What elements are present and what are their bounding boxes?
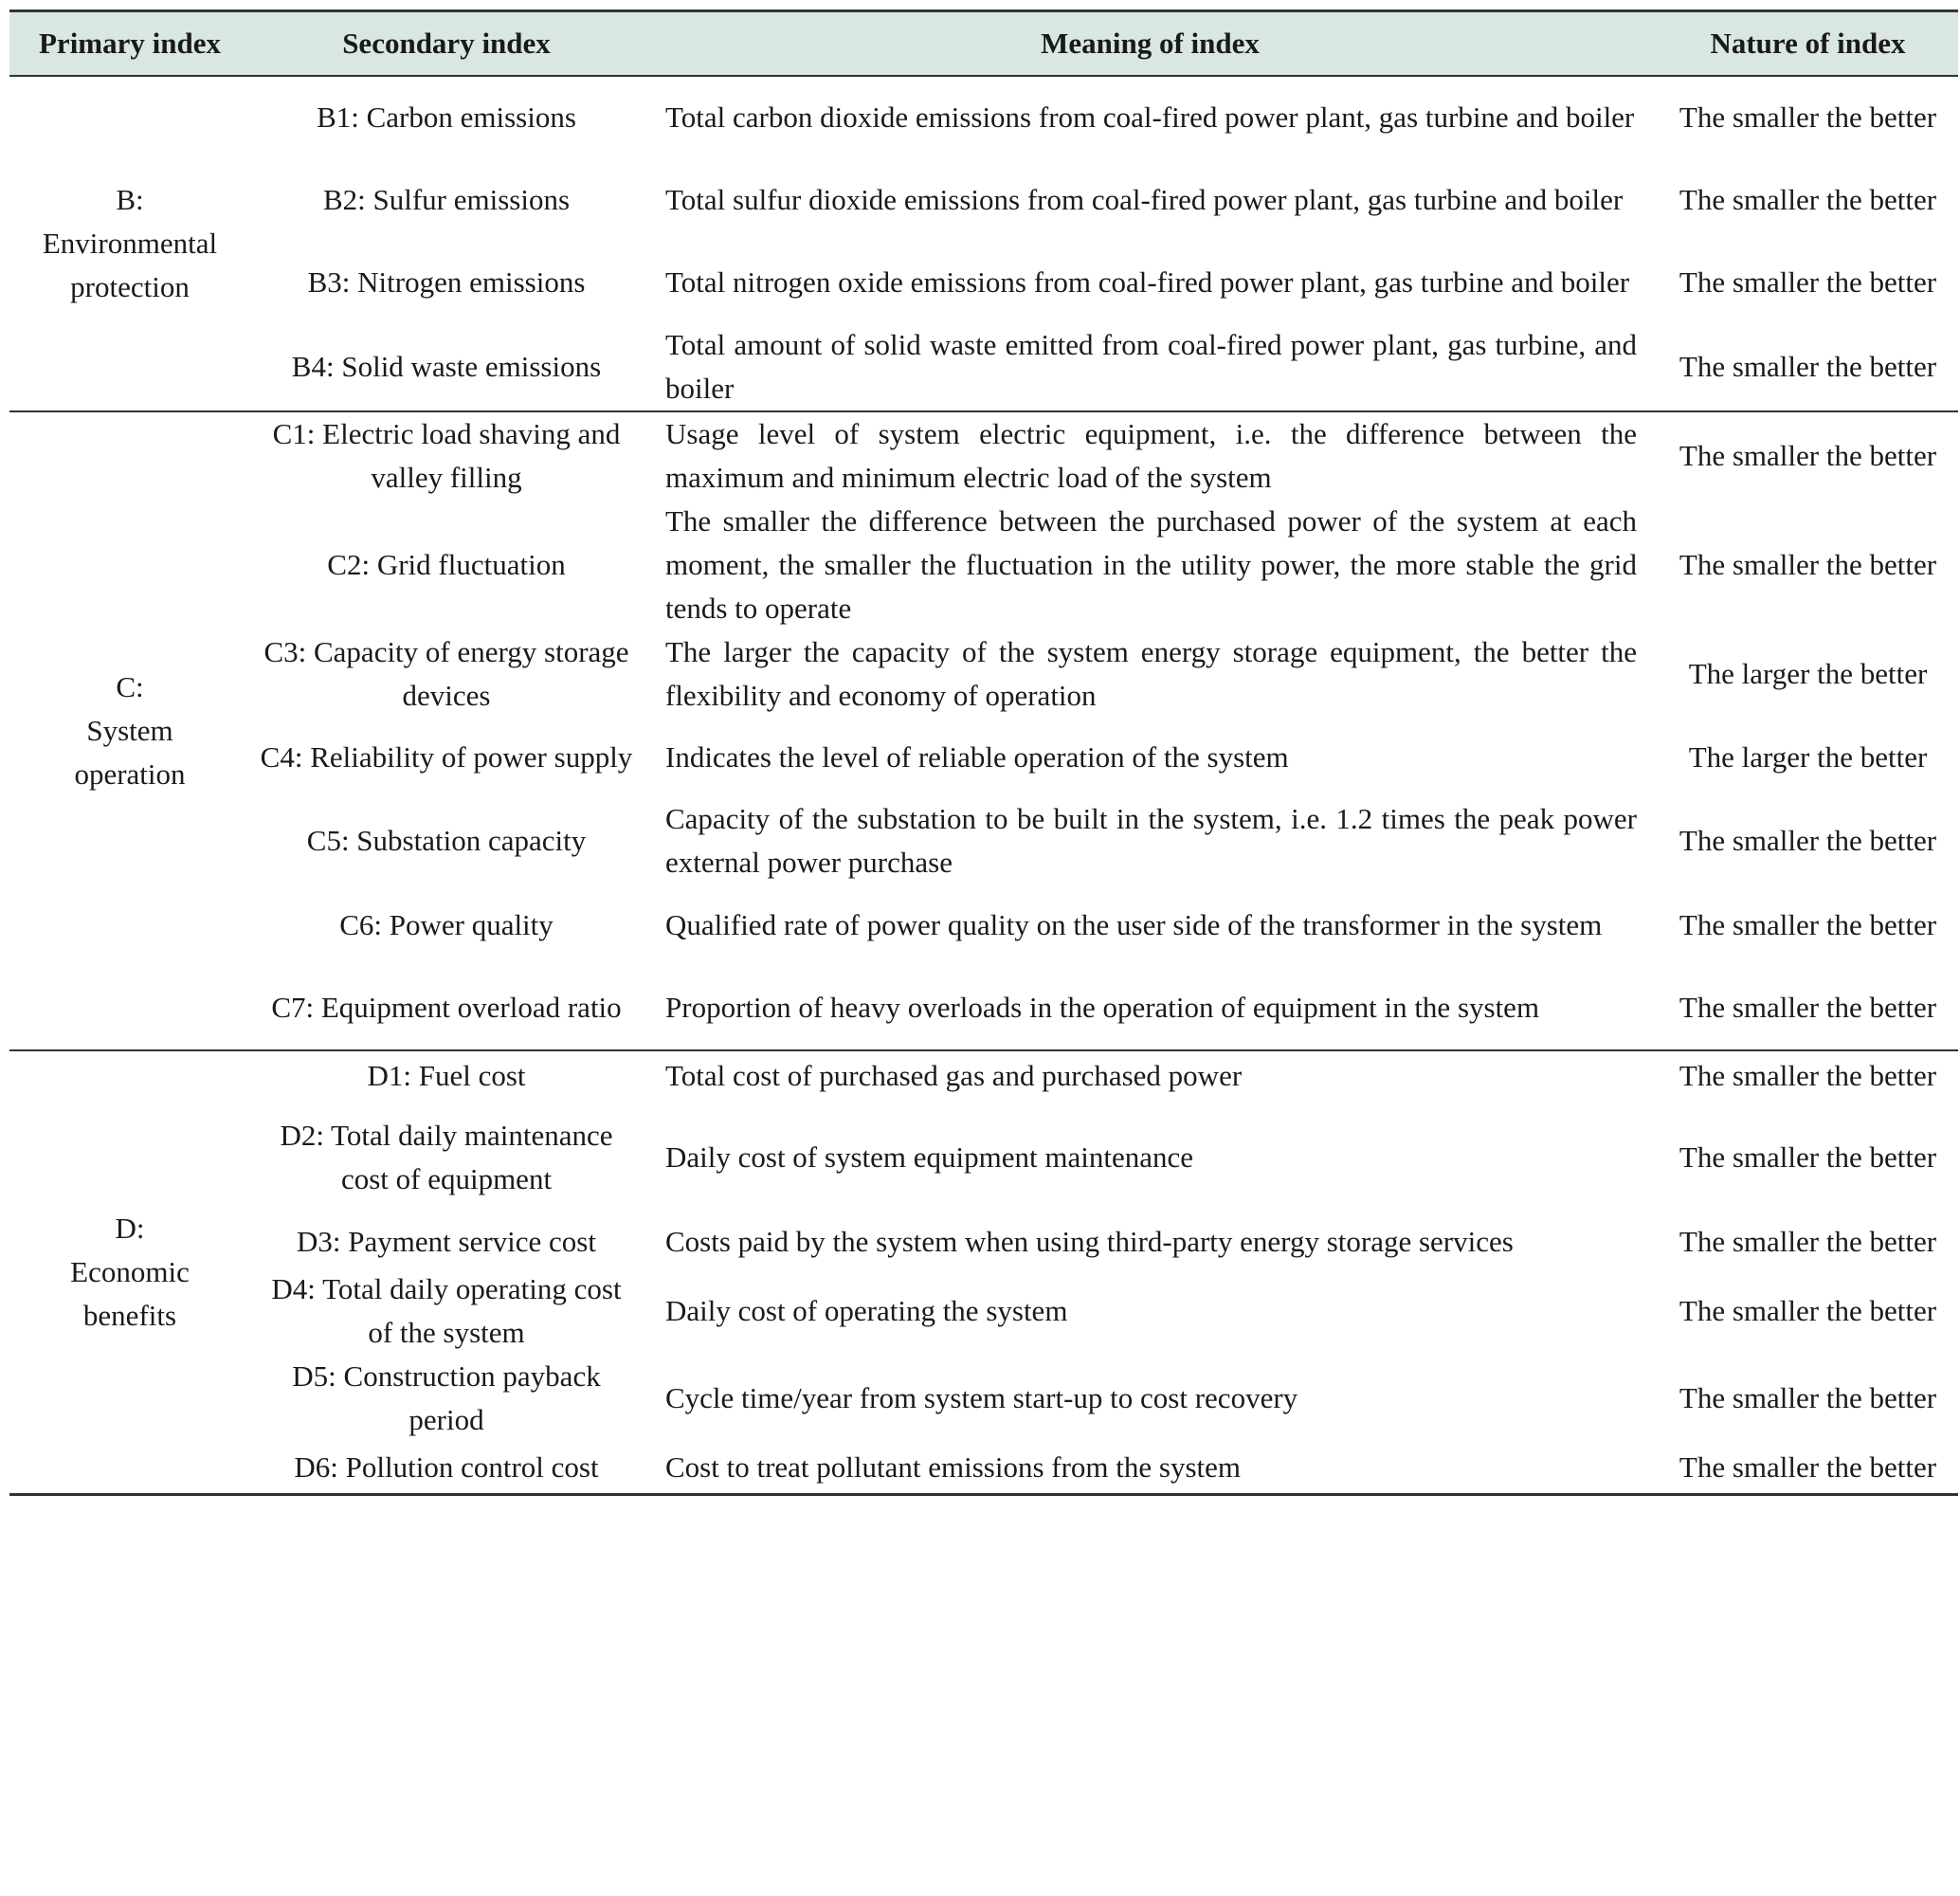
secondary-index-cell: D2: Total daily maintenance cost of equipment: [280, 1119, 613, 1195]
secondary-index-cell: D6: Pollution control cost: [250, 1442, 643, 1494]
table-row: [9, 411, 1958, 500]
header-primary-index: Primary index: [9, 11, 250, 77]
primary-index-text: operation: [74, 757, 186, 791]
primary-index-text: benefits: [82, 1298, 177, 1332]
primary-index-text: C:: [116, 670, 144, 703]
secondary-index-cell: C7: Equipment overload ratio: [271, 990, 622, 1024]
meaning-cell: Total nitrogen oxide emissions from coal-fired power plant, gas turbine and boiler: [665, 265, 1630, 299]
nature-cell: The smaller the better: [1679, 1224, 1937, 1258]
meaning-cell: Total sulfur dioxide emissions from coal-fired power plant, gas turbine and boiler: [665, 182, 1624, 216]
table-row: [9, 965, 1958, 1050]
table-row: [9, 884, 1958, 965]
secondary-index-cell: D1: Fuel cost: [250, 1050, 643, 1100]
primary-index-cell: [9, 1050, 250, 1494]
meaning-cell: Costs paid by the system when using third-party energy storage services: [665, 1224, 1514, 1258]
table-body: [9, 76, 1958, 1494]
secondary-index-cell: B3: Nitrogen emissions: [307, 265, 586, 299]
table-row: [9, 630, 1958, 718]
table-row: [9, 323, 1958, 411]
header-row: [9, 11, 1958, 77]
nature-cell: The smaller the better: [1658, 76, 1958, 157]
table-row: [9, 242, 1958, 323]
header-meaning-of-index: Meaning of index: [643, 11, 1658, 77]
nature-cell: The smaller the better: [1679, 548, 1937, 581]
evaluation-index-table: [9, 9, 1958, 1496]
nature-cell: The smaller the better: [1679, 1381, 1937, 1414]
table-row: [9, 157, 1958, 242]
secondary-index-cell: B4: Solid waste emissions: [291, 350, 602, 383]
table-row: [9, 1267, 1958, 1355]
nature-cell: The smaller the better: [1679, 1294, 1937, 1327]
secondary-index-cell: D3: Payment service cost: [297, 1224, 596, 1258]
meaning-cell: Total carbon dioxide emissions from coal-fired power plant, gas turbine and boiler: [643, 76, 1658, 157]
header-secondary-index: Secondary index: [250, 11, 643, 77]
nature-cell: The smaller the better: [1658, 1442, 1958, 1494]
secondary-index-cell: C3: Capacity of energy storage devices: [263, 635, 629, 712]
nature-cell: The smaller the better: [1679, 1140, 1937, 1174]
secondary-index-cell: D4: Total daily operating cost of the system: [271, 1272, 622, 1349]
secondary-index-cell: B2: Sulfur emissions: [322, 182, 571, 216]
meaning-cell: The smaller the difference between the purchased power of the system at each moment, the smaller the fluctuation in the utility power, the more stable the grid tends to operate: [665, 504, 1637, 625]
secondary-index-cell: C4: Reliability of power supply: [260, 740, 633, 774]
meaning-cell: Proportion of heavy overloads in the operation of equipment in the system: [665, 990, 1540, 1024]
nature-cell: The smaller the better: [1679, 824, 1937, 857]
table-row: [9, 1442, 1958, 1494]
nature-cell: The smaller the better: [1679, 907, 1937, 941]
table-header: [9, 11, 1958, 77]
table-row: [9, 500, 1958, 630]
table-row: [9, 76, 1958, 157]
secondary-index-cell: D5: Construction payback period: [292, 1359, 601, 1436]
primary-index-text: Environmental: [42, 227, 218, 260]
primary-index-cell: [9, 411, 250, 1050]
meaning-cell: Cost to treat pollutant emissions from the system: [643, 1442, 1658, 1494]
primary-index-text: D:: [115, 1211, 145, 1245]
nature-cell: The smaller the better: [1679, 990, 1937, 1024]
nature-cell: The smaller the better: [1658, 1050, 1958, 1100]
nature-cell: The larger the better: [1688, 740, 1928, 774]
meaning-cell: Total amount of solid waste emitted from coal-fired power plant, gas turbine, and boiler: [665, 328, 1637, 405]
primary-index-text: Economic: [70, 1254, 190, 1288]
meaning-cell: Qualified rate of power quality on the user side of the transformer in the system: [665, 907, 1603, 941]
meaning-cell: Usage level of system electric equipment, i.e. the difference between the maximum and minimum electric load of the system: [643, 411, 1658, 500]
secondary-index-cell: C6: Power quality: [339, 907, 554, 941]
table-row: [9, 1215, 1958, 1267]
primary-index-cell: [9, 76, 250, 411]
meaning-cell: Cycle time/year from system start-up to cost recovery: [665, 1381, 1298, 1414]
nature-cell: The smaller the better: [1658, 411, 1958, 500]
meaning-cell: Indicates the level of reliable operation of the system: [665, 740, 1289, 774]
nature-cell: The smaller the better: [1679, 182, 1937, 216]
nature-cell: The larger the better: [1688, 657, 1928, 690]
table-row: [9, 1050, 1958, 1100]
primary-index-text: B:: [116, 183, 144, 216]
primary-index-text: protection: [70, 270, 190, 303]
meaning-cell: Capacity of the substation to be built in the system, i.e. 1.2 times the peak power external power purchase: [665, 802, 1637, 879]
secondary-index-cell: C2: Grid fluctuation: [327, 548, 566, 581]
primary-index-text: System: [86, 714, 173, 747]
secondary-index-cell: B1: Carbon emissions: [250, 76, 643, 157]
secondary-index-cell: C5: Substation capacity: [306, 824, 587, 857]
meaning-cell: Daily cost of operating the system: [665, 1294, 1068, 1327]
secondary-index-cell: C1: Electric load shaving and valley filling: [250, 411, 643, 500]
meaning-cell: The larger the capacity of the system energy storage equipment, the better the flexibility and economy of operation: [665, 635, 1637, 712]
nature-cell: The smaller the better: [1679, 350, 1937, 383]
header-nature-of-index: Nature of index: [1658, 11, 1958, 77]
table-row: [9, 797, 1958, 884]
meaning-cell: Daily cost of system equipment maintenance: [665, 1140, 1193, 1174]
meaning-cell: Total cost of purchased gas and purchased power: [643, 1050, 1658, 1100]
table-row: [9, 1100, 1958, 1215]
table-row: [9, 718, 1958, 797]
index-table-container: [9, 9, 1958, 1496]
table-row: [9, 1355, 1958, 1442]
nature-cell: The smaller the better: [1679, 265, 1937, 299]
